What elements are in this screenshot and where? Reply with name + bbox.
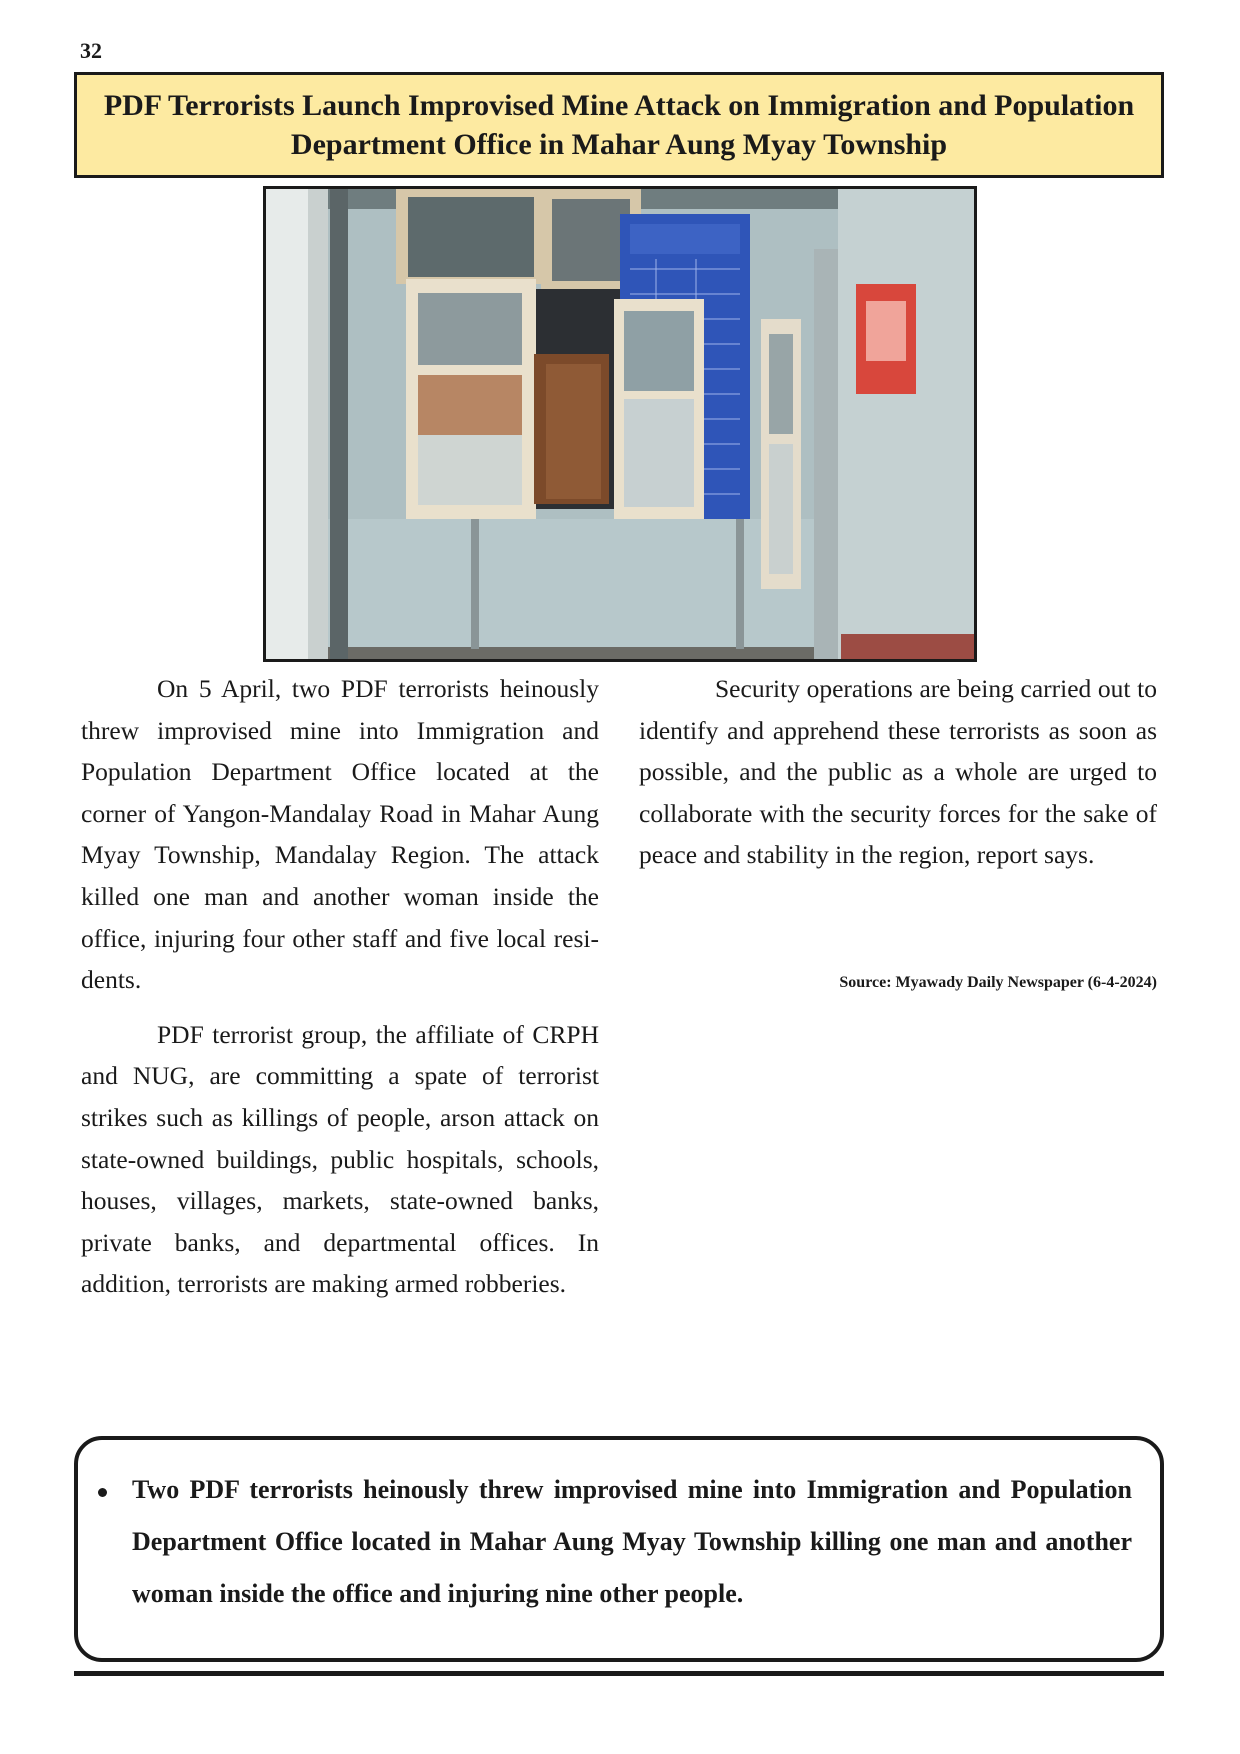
- article-paragraph-1: On 5 April, two PDF terrorists heinously threw improvised mine into Immigration and Population Department Office located at the corner of Yangon-Mandalay Road in Mahar Aung Myay Township, Mandalay Region. The attack killed one man and another woman inside the office, injuring four other staff and five local residents.: [81, 674, 599, 995]
- bullet-icon: [98, 1488, 107, 1497]
- article-paragraph-2: PDF terrorist group, the affiliate of CRPH and NUG, are committing a spate of terrorist strikes such as killings of people, arson attack on state-owned buildings, public hospitals, schools, houses, villages, markets, state-owned banks, private banks, and departmental offices. In addition, terrorists are making armed robberies.: [81, 1019, 599, 1299]
- summary-bullet: Two PDF terrorists heinously threw improvised mine into Immigration and Population Department Office located in Mahar Aung Myay Township killing one man and another woman inside the office and injuring nine other people.: [132, 1475, 1132, 1608]
- article-source: Source: Myawady Daily Newspaper (6-4-2024): [839, 974, 1157, 991]
- article-title-box: [74, 72, 1164, 178]
- bottom-rule: [74, 1671, 1164, 1676]
- article-column-right: [639, 668, 1157, 876]
- summary-box: [74, 1436, 1164, 1662]
- article-title-line-1: PDF Terrorists Launch Improvised Mine Attack on Immigration and Population: [103, 89, 1135, 122]
- article-title-line-2: Department Office in Mahar Aung Myay Township: [290, 128, 948, 161]
- page-number: 32: [80, 38, 102, 63]
- article-column-left: [81, 668, 599, 1305]
- damaged-office-illustration: [266, 189, 974, 659]
- damaged-office-photo: [263, 186, 977, 662]
- article-paragraph-3: Security operations are being carried out to identify and apprehend these terrorists as soon as possible, and the public as a whole are urged to collaborate with the security forces for the sake of peace and stability in the region, report says.: [639, 674, 1157, 870]
